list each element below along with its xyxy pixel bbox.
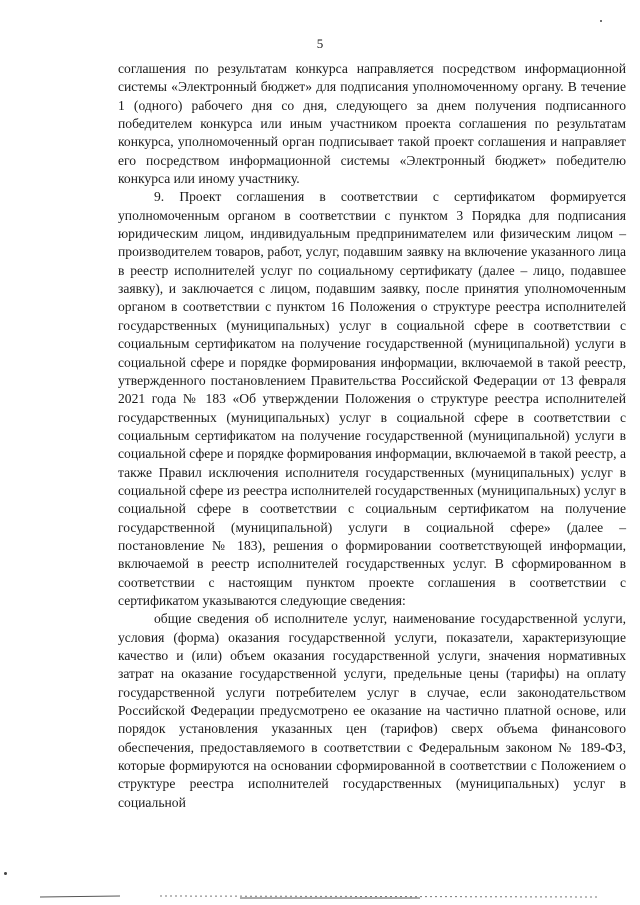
document-body xyxy=(118,60,626,812)
paragraph-general-info: общие сведения об исполнителе услуг, наименование государственной услуги, условия (форма) оказания государственной услуги, показатели, характеризующие качество и (или) объем оказания государственной услуги, значения нормативных затрат на оказание государственной услуги, предельные цены (тарифы) на оплату государственной услуги потребителем услуг в случае, если законодательством Российской Федерации предусмотрено ее оказание на частично платной основе, или порядок установления указанных цен (тарифов) сверх объема финансового обеспечения, предоставляемого в соответствии с Федеральным законом № 189-ФЗ, которые формируются на основании сформированной в соответствии с Положением о структуре реестра исполнителей государственных (муниципальных) услуг в социальной xyxy=(118,611,626,810)
page-number: 5 xyxy=(316,36,324,51)
scan-speck xyxy=(4,872,7,875)
paragraph-continuation: соглашения по результатам конкурса направляется посредством информационной системы «Электронный бюджет» для подписания уполномоченному органу. В течение 1 (одного) рабочего дня со дня, следующего за днем получения подписанного победителем конкурса или иным участником проекта соглашения по результатам конкурса, уполномоченный орган подписывает такой проект соглашения и направляет его посредством информационной системы «Электронный бюджет» победителю конкурса или иному участнику. xyxy=(118,61,626,187)
scan-speck xyxy=(600,20,602,22)
paragraph-item-9: 9. Проект соглашения в соответствии с сертификатом формируется уполномоченным органом в соответствии с пунктом 3 Порядка для подписания юридическим лицом, индивидуальным предпринимателем или физическим лицом – производителем товаров, работ, услуг, подавшим заявку на включение указанного лица в реестр исполнителей услуг по социальному сертификату (далее – лицо, подавшее заявку), и заключается с лицом, подавшим заявку, после принятия уполномоченным органом в соответствии с пунктом 16 Положения о структуре реестра исполнителей государственных (муниципальных) услуг в социальной сфере в соответствии с социальным сертификатом на получение государственной (муниципальной) услуги в социальной сфере и порядке формирования информации, включаемой в такой реестр, утвержденного постановлением Правительства Российской Федерации от 13 февраля 2021 года № 183 «Об утверждении Положения о структуре реестра исполнителей государственных (муниципальных) услуг в социальной сфере в соответствии с социальным сертификатом на получение государственной (муниципальной) услуги в социальной сфере и порядке формирования информации, включаемой в такой реестр, а также Правил исключения исполнителя государственных (муниципальных) услуг в социальной сфере из реестра исполнителей государственных (муниципальных) услуг в социальной сфере в соответствии с социальным сертификатом на получение государственной (муниципальной) услуги в социальной сфере» (далее – постановление № 183), решения о формировании соответствующей информации, включаемой в реестр исполнителей государственных услуг. В сформированном в соответствии с настоящим пунктом проекте соглашения в соответствии с сертификатом указываются следующие сведения: xyxy=(118,189,626,608)
scan-edge-artifact xyxy=(0,889,640,901)
